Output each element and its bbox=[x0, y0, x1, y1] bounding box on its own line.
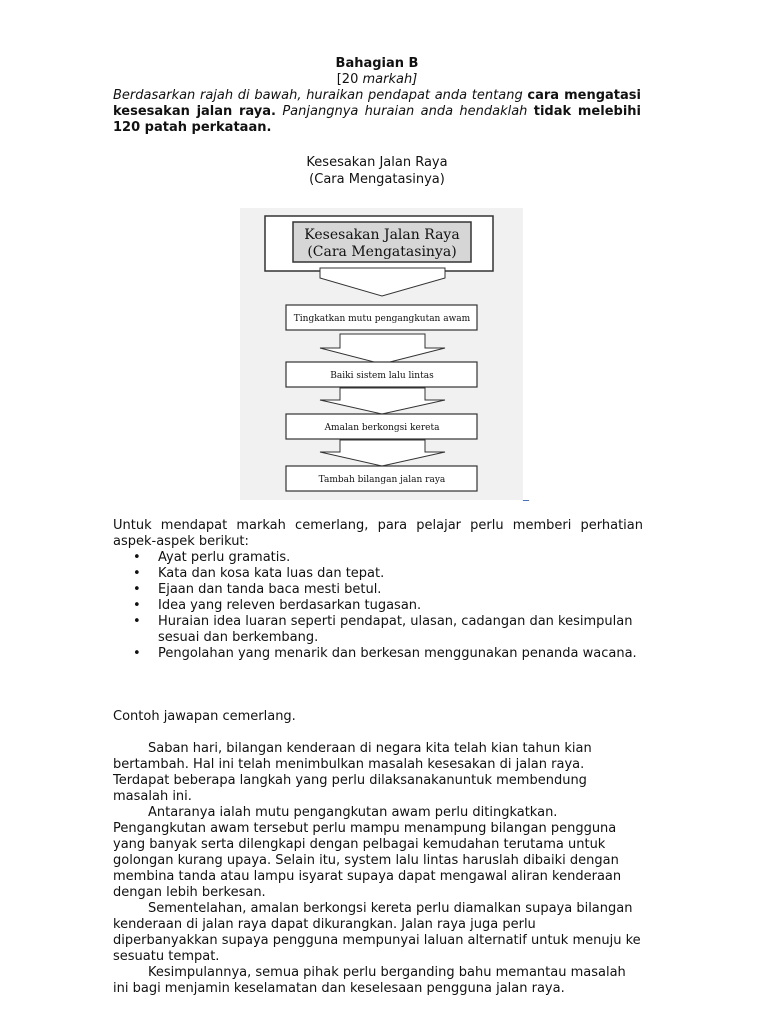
step-label-4: Tambah bilangan jalan raya bbox=[318, 475, 446, 485]
step-label-2: Baiki sistem lalu lintas bbox=[330, 371, 434, 381]
diagram-heading-line-2: (Cara Mengatasinya) bbox=[309, 172, 445, 187]
step-label-3: Amalan berkongsi kereta bbox=[324, 423, 440, 433]
aspect-item: • Ayat perlu gramatis. bbox=[158, 550, 643, 566]
step-label-1: Tingkatkan mutu pengangkutan awam bbox=[293, 314, 471, 324]
question-section bbox=[113, 56, 641, 188]
diagram-box-title-2: (Cara Mengatasinya) bbox=[307, 244, 457, 260]
flowchart-svg bbox=[240, 208, 523, 500]
essay-paragraph-3: Sementelahan, amalan berkongsi kereta perlu diamalkan supaya bilangan kenderaan di jalan raya dapat dikurangkan. Jalan raya juga perlu diperbanyakkan supaya pengguna mempunyai laluan alternatif untuk menuju ke sesuatu tempat. bbox=[113, 901, 641, 964]
diagram-heading-line-1: Kesesakan Jalan Raya bbox=[306, 155, 448, 170]
essay-paragraph-1: Saban hari, bilangan kenderaan di negara kita telah kian tahun kian bertambah. Hal ini telah menimbulkan masalah kesesakan di jalan raya. Terdapat beberapa langkah yang perlu dilaksanakanuntuk membendung masalah ini. bbox=[113, 741, 592, 804]
question-instruction bbox=[113, 88, 641, 136]
instruction-part-3: Panjangnya huraian anda hendaklah bbox=[276, 104, 534, 119]
aspect-item: • Pengolahan yang menarik dan berkesan menggunakan penanda wacana. bbox=[158, 646, 643, 662]
aspect-item: • Idea yang releven berdasarkan tugasan. bbox=[158, 598, 643, 614]
aspects-section bbox=[113, 518, 643, 662]
aspect-item: • Huraian idea luaran seperti pendapat, ulasan, cadangan dan kesimpulan sesuai dan berkembang. bbox=[158, 614, 643, 646]
essay-paragraph-2: Antaranya ialah mutu pengangkutan awam perlu ditingkatkan. Pengangkutan awam tersebut perlu mampu menampung bilangan pengguna yang banyak serta dilengkapi dengan pelbagai kemudahan terutama untuk golongan kurang upaya. Selain itu, system lalu lintas haruslah dibaiki dengan membina tanda atau lampu isyarat supaya dapat mengawal aliran kenderaan dengan lebih berkesan. bbox=[113, 805, 622, 900]
flowchart-figure bbox=[240, 208, 523, 500]
marks-open: [20 bbox=[336, 72, 363, 87]
instruction-part-1: Berdasarkan rajah di bawah, huraikan pendapat anda tentang bbox=[113, 88, 528, 103]
diagram-heading bbox=[113, 154, 641, 188]
section-title: Bahagian B bbox=[335, 56, 419, 71]
marks-italic: markah] bbox=[362, 72, 418, 87]
figure-link-mark[interactable]: _ bbox=[523, 487, 529, 501]
example-essay bbox=[113, 741, 643, 997]
aspect-item: • Kata dan kosa kata luas dan tepat. bbox=[158, 566, 643, 582]
instruction-part-4: tidak melebihi 120 patah perkataan. bbox=[113, 104, 641, 135]
essay-paragraph-4: Kesimpulannya, semua pihak perlu berganding bahu memantau masalah ini bagi menjamin keselamatan dan keselesaan pengguna jalan raya. bbox=[113, 965, 626, 996]
aspects-list bbox=[113, 550, 643, 662]
marks-label bbox=[113, 72, 641, 88]
example-answer-label: Contoh jawapan cemerlang. bbox=[113, 709, 296, 724]
aspects-lead: Untuk mendapat markah cemerlang, para pelajar perlu memberi perhatian aspek-aspek berikut: bbox=[113, 518, 643, 549]
diagram-box-title-1: Kesesakan Jalan Raya bbox=[304, 227, 460, 243]
instruction-part-2: cara mengatasi kesesakan jalan raya. bbox=[113, 88, 641, 119]
aspect-item: • Ejaan dan tanda baca mesti betul. bbox=[158, 582, 643, 598]
